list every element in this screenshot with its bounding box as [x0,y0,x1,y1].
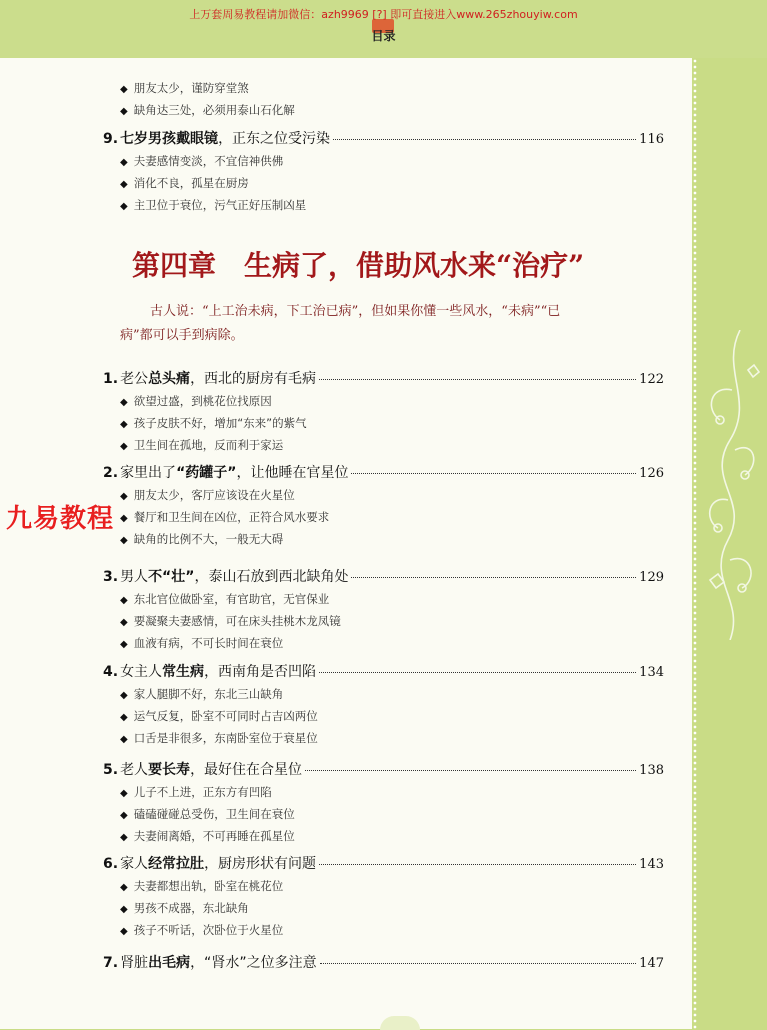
diamond-bullet-icon: ◆ [120,419,128,430]
entry-title [120,759,302,779]
entry-page-number: 122 [639,372,664,387]
bullet-text: 夫妻都想出轨，卧室在桃花位 [133,879,284,893]
toc-entry[interactable] [103,566,664,586]
diamond-bullet-icon: ◆ [120,535,128,546]
diamond-bullet-icon: ◆ [120,926,128,937]
diamond-bullet-icon: ◆ [120,595,128,606]
bullet-text: 缺角达三处，必须用泰山石化解 [133,103,295,117]
toc-entry[interactable] [103,952,664,972]
paper-sheet [0,58,692,1029]
entry-page-number: 143 [639,857,664,872]
diamond-bullet-icon: ◆ [120,690,128,701]
bullet-text: 儿子不上进，正东方有凹陷 [133,785,272,799]
entry-title-emphasis: 戴眼镜 [176,131,219,147]
bullet-text: 卫生间在孤地，反而利于家运 [133,438,284,452]
entry-title-text: ，最好住在合星位 [190,762,303,778]
bullet-text: 缺角的比例不大，一般无大碍 [133,532,284,546]
toc-entry[interactable] [103,368,664,388]
entry-title-text: ，正东之位受污染 [218,131,331,147]
diamond-bullet-icon: ◆ [120,513,128,524]
diamond-bullet-icon: ◆ [120,106,128,117]
bullet-item [120,878,283,894]
entry-title-text: 肾脏 [120,955,149,971]
bullet-text: 朋友太少，谨防穿堂煞 [133,81,249,95]
dot-leader [319,379,636,380]
entry-title-text: 老公 [120,371,149,387]
bullet-item [120,591,329,607]
floral-ornament-icon [700,330,762,640]
diamond-bullet-icon: ◆ [120,441,128,452]
dot-leader [319,864,636,865]
diamond-bullet-icon: ◆ [120,84,128,95]
chapter-intro-line-2: 病”都可以手到病除。 [120,328,244,343]
dot-leader [351,577,636,578]
entry-number: 3. [103,569,119,585]
bullet-item [120,393,272,409]
bullet-text: 磕磕碰碰总受伤，卫生间在衰位 [133,807,295,821]
diamond-bullet-icon: ◆ [120,904,128,915]
dot-leader [320,963,637,964]
entry-title-emphasis: 常生病 [162,664,205,680]
bullet-text: 孩子皮肤不好，增加“东来”的紫气 [133,416,307,430]
entry-title-text: ，西北的厨房有毛病 [190,371,317,387]
entry-title [120,853,316,873]
entry-page-number: 126 [639,466,664,481]
entry-number: 7. [103,955,119,971]
diamond-bullet-icon: ◆ [120,201,128,212]
entry-page-number: 138 [639,763,664,778]
chapter-intro [120,300,660,348]
entry-title-text: 女主人 [120,664,163,680]
bullet-text: 主卫位于衰位，污气正好压制凶星 [133,198,307,212]
entry-number: 2. [103,465,119,481]
bullet-text: 孩子不听话，次卧位于火星位 [133,923,284,937]
bullet-item [120,686,283,702]
entry-page-number: 116 [639,132,664,147]
dot-leader [319,672,636,673]
entry-number: 5. [103,762,119,778]
bullet-item [120,487,295,503]
diamond-bullet-icon: ◆ [120,788,128,799]
entry-title-emphasis: 经常拉肚 [148,856,205,872]
entry-page-number: 129 [639,570,664,585]
entry-title-text: ，西南角是否凹陷 [204,664,317,680]
bullet-item [120,153,283,169]
entry-title-text: 老人 [120,762,149,778]
bullet-item [120,708,318,724]
toc-entry[interactable] [103,759,664,779]
dot-leader [351,473,636,474]
bullet-text: 夫妻闹离婚，不可再睡在孤星位 [133,829,295,843]
diamond-bullet-icon: ◆ [120,179,128,190]
bullet-text: 口舌是非很多，东南卧室位于衰星位 [133,731,318,745]
entry-title-text: ，“肾水”之位多注意 [190,955,317,971]
bullet-item [120,175,249,191]
bullet-item [120,806,295,822]
entry-title-emphasis: 出毛病 [148,955,191,971]
bullet-item [120,437,283,453]
bullet-item [120,784,272,800]
watermark: 九易教程 [6,504,115,534]
toc-entry[interactable] [103,128,664,148]
bullet-item [120,80,249,96]
toc-entry[interactable] [103,853,664,873]
bullet-text: 欲望过盛，到桃花位找原因 [133,394,272,408]
toc-entry[interactable] [103,661,664,681]
diamond-bullet-icon: ◆ [120,734,128,745]
chapter-label: 第四章 [132,249,217,282]
bullet-text: 东北官位做卧室，有官助官，无官保业 [133,592,330,606]
chapter-intro-line-1: 古人说：“上工治未病，下工治已病”，但如果你懂一些风水，“未病”“已 [150,304,561,319]
bullet-item [120,635,283,651]
diamond-bullet-icon: ◆ [120,810,128,821]
entry-title-emphasis: 七岁男孩 [120,131,177,147]
bottom-ornament [380,1016,420,1030]
bullet-text: 餐厅和卫生间在凶位，正符合风水要求 [133,510,330,524]
entry-number: 4. [103,664,119,680]
entry-title-emphasis: 要长寿 [148,762,191,778]
diamond-bullet-icon: ◆ [120,882,128,893]
entry-title [120,661,316,681]
diamond-bullet-icon: ◆ [120,157,128,168]
entry-title [120,952,317,972]
entry-title-emphasis: 不“壮” [148,569,195,585]
bullet-text: 运气反复，卧室不可同时占吉凶两位 [133,709,318,723]
diamond-bullet-icon: ◆ [120,712,128,723]
bullet-item [120,102,295,118]
diamond-bullet-icon: ◆ [120,832,128,843]
diamond-bullet-icon: ◆ [120,397,128,408]
entry-title-text: ，厨房形状有问题 [204,856,317,872]
entry-title [120,566,348,586]
bullet-item [120,531,283,547]
bullet-item [120,197,306,213]
entry-title-text: ，泰山石放到西北缺角处 [194,569,349,585]
dotted-border [693,58,697,1029]
bullet-item [120,613,341,629]
diamond-bullet-icon: ◆ [120,491,128,502]
entry-title-emphasis: “药罐子” [176,465,237,481]
bullet-text: 要凝聚夫妻感情，可在床头挂桃木龙凤镜 [133,614,341,628]
entry-number: 1. [103,371,119,387]
entry-title [120,368,316,388]
diamond-bullet-icon: ◆ [120,639,128,650]
bullet-text: 男孩不成器，东北缺角 [133,901,249,915]
entry-number: 9. [103,131,119,147]
bullet-text: 朋友太少，客厅应该设在火星位 [133,488,295,502]
dot-leader [305,770,636,771]
entry-title-text: 家里出了 [120,465,177,481]
entry-title-emphasis: 总头痛 [148,371,191,387]
entry-title-text: ，让他睡在官星位 [236,465,349,481]
diamond-bullet-icon: ◆ [120,617,128,628]
bullet-text: 家人腿脚不好，东北三山缺角 [133,687,284,701]
bullet-item [120,509,329,525]
entry-page-number: 134 [639,665,664,680]
page-title: 目录 [371,29,396,43]
dot-leader [333,139,636,140]
entry-title [120,462,348,482]
bullet-item [120,900,249,916]
chapter-heading [132,244,652,284]
entry-number: 6. [103,856,119,872]
entry-title-text: 男人 [120,569,149,585]
bullet-text: 夫妻感情变淡，不宜信神供佛 [133,154,284,168]
bullet-item [120,730,318,746]
entry-title [120,128,330,148]
bullet-item [120,415,307,431]
bullet-text: 血液有病，不可长时间在衰位 [133,636,284,650]
toc-entry[interactable] [103,462,664,482]
bullet-item [120,828,295,844]
bullet-text: 消化不良，孤星在厨房 [133,176,249,190]
header-notice: 上万套周易教程请加微信：azh9969 [?] 即可直接进入www.265zhouyiw.com [189,8,578,21]
entry-title-text: 家人 [120,856,149,872]
chapter-title: 生病了，借助风水来“治疗” [244,249,585,282]
entry-page-number: 147 [639,956,664,971]
bullet-item [120,922,283,938]
